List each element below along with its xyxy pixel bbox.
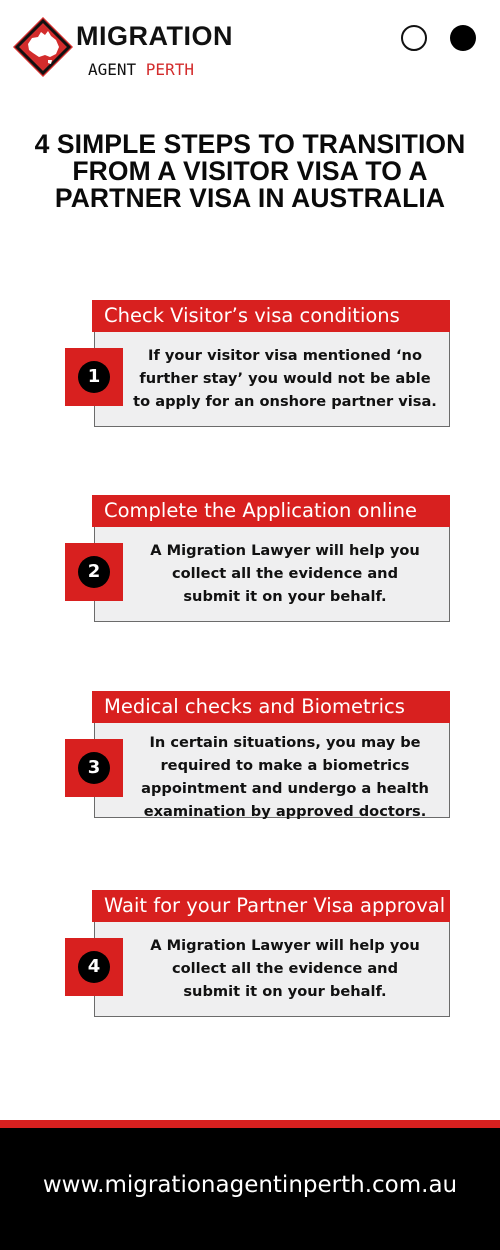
page-title-line: 4 SIMPLE STEPS TO TRANSITION [34, 129, 466, 159]
logo-subtitle-agent: AGENT [88, 60, 146, 79]
step-title: Check Visitor’s visa conditions [92, 300, 450, 332]
step-description-line: If your visitor visa mentioned ‘no [148, 347, 422, 364]
step-description-line: appointment and undergo a health [141, 780, 429, 797]
step-number-badge [65, 739, 123, 797]
logo-title: MIGRATION [76, 21, 233, 51]
step-description-line: In certain situations, you may be [149, 734, 421, 751]
dot-outline-icon[interactable] [401, 25, 427, 51]
step-card-1 [0, 300, 500, 430]
step-description-line: A Migration Lawyer will help you [150, 937, 420, 954]
footer [0, 1128, 500, 1250]
step-description-line: to apply for an onshore partner visa. [133, 393, 437, 410]
step-card-4 [0, 890, 500, 1020]
step-title: Medical checks and Biometrics [92, 691, 450, 723]
step-number: 1 [78, 361, 110, 393]
footer-divider [0, 1120, 500, 1128]
step-description-line: A Migration Lawyer will help you [150, 542, 420, 559]
step-description-line: submit it on your behalf. [183, 588, 387, 605]
page-title-line: PARTNER VISA IN AUSTRALIA [54, 183, 446, 213]
step-description-line: further stay’ you would not be able [139, 370, 431, 387]
step-number-badge [65, 348, 123, 406]
step-description-line: collect all the evidence and [171, 565, 399, 582]
step-description [130, 731, 440, 823]
step-title: Complete the Application online [92, 495, 450, 527]
page-title-line: FROM A VISITOR VISA TO A [72, 156, 428, 186]
step-number: 4 [78, 951, 110, 983]
brand-logo[interactable] [12, 16, 252, 78]
logo-subtitle-perth: PERTH [145, 60, 194, 79]
step-title: Wait for your Partner Visa approval [92, 890, 450, 922]
step-description-line: collect all the evidence and [171, 960, 399, 977]
step-number-badge [65, 938, 123, 996]
step-description [130, 539, 440, 608]
dot-filled-icon[interactable] [450, 25, 476, 51]
australia-map-icon [12, 16, 74, 78]
step-card-2 [0, 495, 500, 625]
step-number: 3 [78, 752, 110, 784]
page-title [0, 131, 500, 212]
step-description-line: submit it on your behalf. [183, 983, 387, 1000]
step-description [130, 344, 440, 413]
website-link[interactable]: www.migrationagentinperth.com.au [42, 1172, 458, 1198]
step-card-3 [0, 691, 500, 821]
step-description-line: required to make a biometrics [160, 757, 410, 774]
step-number-badge [65, 543, 123, 601]
step-number: 2 [78, 556, 110, 588]
step-description-line: examination by approved doctors. [143, 803, 427, 820]
step-description [130, 934, 440, 1003]
logo-subtitle [88, 61, 194, 79]
